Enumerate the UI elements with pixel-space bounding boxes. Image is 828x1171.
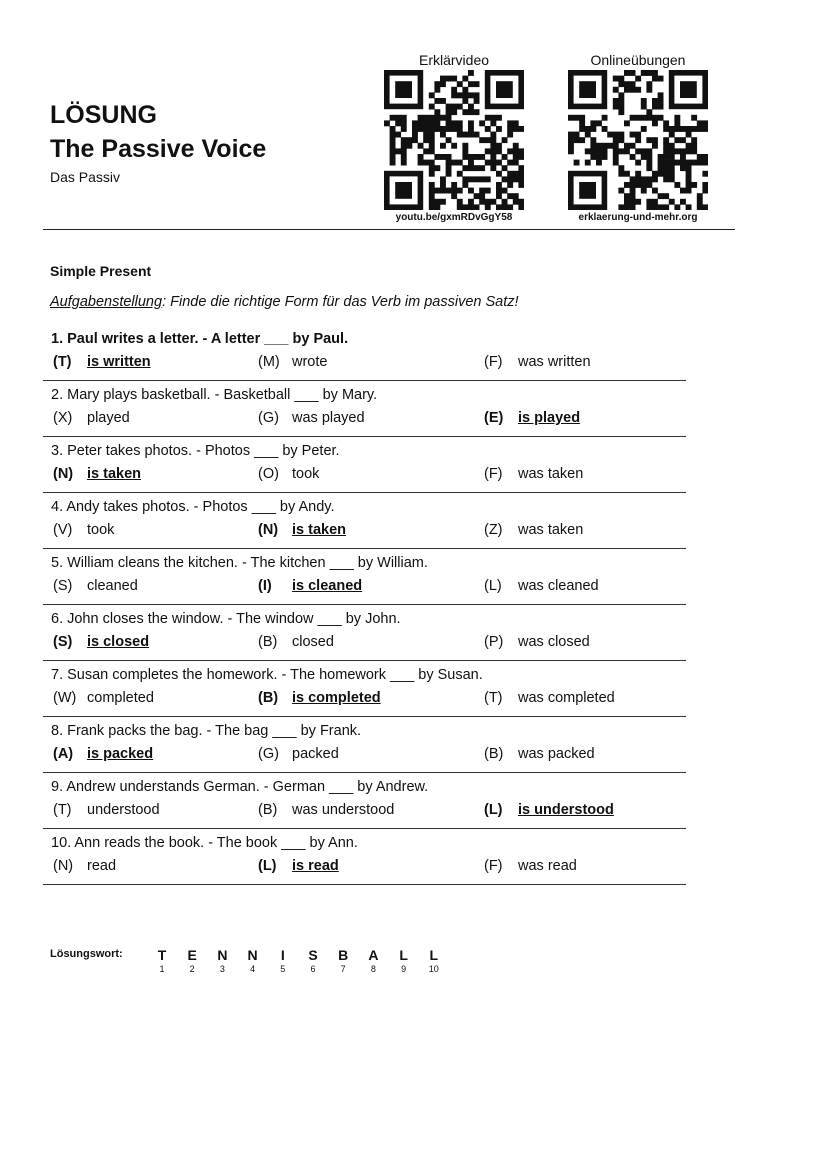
option-code: (T) (53, 802, 72, 818)
option-code: (O) (258, 466, 279, 482)
page-title-line2: The Passive Voice (50, 135, 267, 163)
question-row (43, 325, 686, 381)
solution-letter: N (247, 947, 258, 963)
solution-letter: L (399, 947, 408, 963)
page-subtitle: Das Passiv (50, 169, 121, 185)
solution-letter: T (157, 947, 167, 963)
solution-letter-cell (301, 946, 325, 974)
option-label: was completed (518, 690, 615, 706)
question-row (43, 717, 686, 773)
answer-option-correct[interactable] (258, 521, 346, 539)
option-label: is understood (518, 802, 614, 818)
solution-letter: N (217, 947, 228, 963)
option-code: (T) (53, 354, 72, 370)
answer-option[interactable] (258, 745, 339, 763)
option-label: read (87, 858, 117, 874)
answer-option[interactable] (484, 577, 599, 595)
option-label: completed (87, 690, 154, 706)
answer-option[interactable] (258, 409, 365, 427)
option-label: was packed (518, 746, 595, 762)
answer-option[interactable] (53, 521, 114, 539)
solution-letter: S (308, 947, 318, 963)
option-label: was read (518, 858, 577, 874)
option-label: is closed (87, 634, 150, 650)
solution-number: 10 (428, 964, 439, 974)
solution-letter-cell (331, 946, 355, 974)
question-text: 9. Andrew understands German. - German ___ by Andrew. (51, 779, 429, 795)
solution-letter-cell (271, 946, 295, 974)
page-title-line1: LÖSUNG (50, 101, 157, 129)
option-code: (W) (53, 690, 77, 706)
instruction-text: : Finde die richtige Form für das Verb im passiven Satz! (162, 294, 519, 310)
option-code: (V) (53, 522, 73, 538)
option-label: is completed (292, 690, 381, 706)
option-code: (X) (53, 410, 73, 426)
option-code: (L) (484, 578, 502, 594)
qr-block-exercises[interactable] (563, 52, 713, 223)
answer-option[interactable] (484, 353, 591, 371)
option-label: was taken (518, 466, 584, 482)
option-code: (S) (53, 578, 73, 594)
option-label: was taken (518, 522, 584, 538)
answer-option[interactable] (258, 801, 394, 819)
option-label: is cleaned (292, 578, 363, 594)
option-label: is read (292, 858, 339, 874)
question-row (43, 605, 686, 661)
option-code: (M) (258, 354, 280, 370)
option-label: understood (87, 802, 160, 818)
option-code: (I) (258, 578, 272, 594)
answer-option[interactable] (258, 465, 319, 483)
solution-letter: E (187, 947, 197, 963)
option-label: was cleaned (518, 578, 599, 594)
solution-letter: L (429, 947, 439, 963)
solution-letter-cell (241, 946, 265, 974)
solution-number: 9 (401, 964, 407, 974)
answer-option[interactable] (484, 857, 577, 875)
solution-letter-cell (422, 946, 446, 974)
instruction (50, 294, 519, 310)
solution-letter: I (280, 947, 285, 963)
option-code: (E) (484, 410, 504, 426)
answer-option[interactable] (258, 353, 327, 371)
option-code: (T) (484, 690, 503, 706)
solution-letter-cell (180, 946, 204, 974)
option-label: was understood (292, 802, 395, 818)
option-label: is taken (292, 522, 346, 538)
option-code: (B) (258, 690, 279, 706)
solution-number: 1 (159, 964, 165, 974)
option-label: was written (518, 354, 591, 370)
answer-option[interactable] (258, 633, 334, 651)
option-label: is taken (87, 466, 141, 482)
solution-letter: B (338, 947, 349, 963)
option-label: was closed (518, 634, 590, 650)
qr-code-icon[interactable] (568, 70, 708, 210)
answer-option-correct[interactable] (53, 465, 141, 483)
qr-caption-video: Erklärvideo (418, 52, 490, 68)
option-code: (F) (484, 466, 503, 482)
solution-letter-cell (210, 946, 234, 974)
answer-option[interactable] (53, 857, 116, 875)
solution-number: 3 (219, 964, 225, 974)
solution-number: 5 (280, 964, 286, 974)
question-text: 4. Andy takes photos. - Photos ___ by Andy. (51, 499, 335, 515)
question-text: 8. Frank packs the bag. - The bag ___ by Frank. (51, 723, 362, 739)
option-code: (A) (53, 746, 74, 762)
option-label: took (292, 466, 320, 482)
answer-option-correct[interactable] (53, 353, 151, 371)
qr-caption-exercises: Onlineübungen (590, 52, 686, 68)
solution-number: 6 (310, 964, 316, 974)
solution-number: 7 (340, 964, 346, 974)
question-text: 1. Paul writes a letter. - A letter ___ by Paul. (51, 331, 349, 347)
question-row (43, 829, 686, 885)
option-code: (L) (258, 858, 277, 874)
question-row (43, 381, 686, 437)
qr-block-video[interactable] (379, 52, 529, 223)
question-row (43, 437, 686, 493)
qr-link-video[interactable]: youtu.be/gxmRDvGgY58 (395, 212, 513, 223)
solution-letter-cell (150, 946, 174, 974)
answer-option[interactable] (484, 465, 583, 483)
option-code: (B) (258, 802, 278, 818)
solution-letter: A (368, 947, 379, 963)
answer-option[interactable] (53, 409, 130, 427)
qr-code-icon[interactable] (384, 70, 524, 210)
header-block (50, 98, 266, 186)
answer-option[interactable] (484, 633, 590, 651)
question-text: 6. John closes the window. - The window ___ by John. (51, 611, 401, 627)
option-code: (B) (484, 746, 504, 762)
answer-option[interactable] (484, 745, 595, 763)
answer-option-correct[interactable] (258, 689, 381, 707)
answer-option-correct[interactable] (484, 409, 580, 427)
option-label: cleaned (87, 578, 138, 594)
option-code: (N) (258, 522, 279, 538)
option-code: (Z) (484, 522, 503, 538)
option-label: was played (292, 410, 365, 426)
option-code: (G) (258, 410, 279, 426)
question-row (43, 493, 686, 549)
option-code: (P) (484, 634, 504, 650)
solution-number: 4 (250, 964, 256, 974)
solution-label: Lösungswort: (50, 948, 123, 960)
question-text: 2. Mary plays basketball. - Basketball ___ by Mary. (51, 387, 378, 403)
option-label: is written (87, 354, 151, 370)
answer-option-correct[interactable] (258, 577, 362, 595)
section-title: Simple Present (50, 263, 152, 279)
option-code: (S) (53, 634, 73, 650)
solution-letter-cell (392, 946, 416, 974)
question-row (43, 661, 686, 717)
answer-option[interactable] (53, 577, 138, 595)
option-label: wrote (292, 354, 328, 370)
option-label: is packed (87, 746, 154, 762)
option-label: played (87, 410, 130, 426)
option-label: closed (292, 634, 334, 650)
option-code: (L) (484, 802, 503, 818)
question-text: 3. Peter takes photos. - Photos ___ by Peter. (51, 443, 340, 459)
solution-number: 8 (370, 964, 376, 974)
option-code: (F) (484, 858, 503, 874)
answer-option[interactable] (484, 521, 583, 539)
answer-option-correct[interactable] (53, 745, 153, 763)
question-text: 7. Susan completes the homework. - The homework ___ by Susan. (51, 667, 483, 683)
question-row (43, 549, 686, 605)
answer-option[interactable] (53, 689, 154, 707)
option-code: (B) (258, 634, 278, 650)
option-label: is played (518, 410, 581, 426)
solution-number: 2 (189, 964, 195, 974)
instruction-label: Aufgabenstellung (50, 294, 163, 310)
option-label: packed (292, 746, 339, 762)
header-divider (43, 229, 735, 230)
option-code: (F) (484, 354, 503, 370)
option-code: (N) (53, 858, 74, 874)
question-row (43, 773, 686, 829)
answer-option-correct[interactable] (258, 857, 339, 875)
question-text: 10. Ann reads the book. - The book ___ by Ann. (51, 835, 358, 851)
question-text: 5. William cleans the kitchen. - The kitchen ___ by William. (51, 555, 428, 571)
answer-option[interactable] (53, 801, 160, 819)
answer-option-correct[interactable] (53, 633, 149, 651)
answer-option-correct[interactable] (484, 801, 614, 819)
option-code: (G) (258, 746, 279, 762)
qr-link-exercises[interactable]: erklaerung-und-mehr.org (578, 212, 698, 223)
answer-option[interactable] (484, 689, 615, 707)
solution-letter-cell (361, 946, 385, 974)
option-code: (N) (53, 466, 74, 482)
option-label: took (87, 522, 115, 538)
